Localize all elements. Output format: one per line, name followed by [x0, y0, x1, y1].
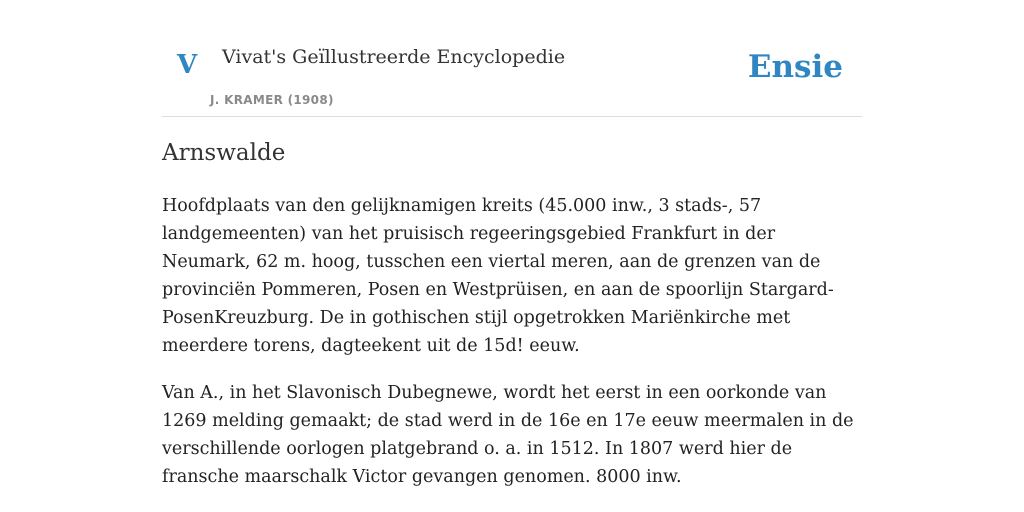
- article-title: Arnswalde: [162, 140, 286, 166]
- source-title-link[interactable]: Vivat's Geïllustreerde Encyclopedie: [222, 46, 566, 68]
- source-header: [162, 0, 862, 117]
- article-body: [162, 192, 862, 510]
- source-logo-icon[interactable]: V: [177, 50, 198, 80]
- article-paragraph: Van A., in het Slavonisch Dubegnewe, wordt het eerst in een oorkonde van 1269 melding gemaakt; de stad werd in de 16e en 17e eeuw meermalen in de verschillende oorlogen platgebrand o. a. in 1512. In 1807 werd hier de fransche maarschalk Victor gevangen genomen. 8000 inw.: [162, 383, 854, 487]
- page-container: [162, 0, 862, 487]
- source-author: J. KRAMER (1908): [210, 93, 334, 107]
- article-paragraph: Hoofdplaats van den gelijknamigen kreits (45.000 inw., 3 stads-, 57 landgemeenten) van het pruisisch regeeringsgebied Frankfurt in der Neumark, 62 m. hoog, tusschen een viertal meren, aan de grenzen van de provinciën Pommeren, Posen en Westprüisen, en aan de spoorlijn Stargard-PosenKreuzburg. De in gothischen stijl opgetrokken Mariënkirche met meerdere torens, dagteekent uit de 15d! eeuw.: [162, 196, 834, 356]
- ensie-logo[interactable]: Ensie: [747, 49, 843, 85]
